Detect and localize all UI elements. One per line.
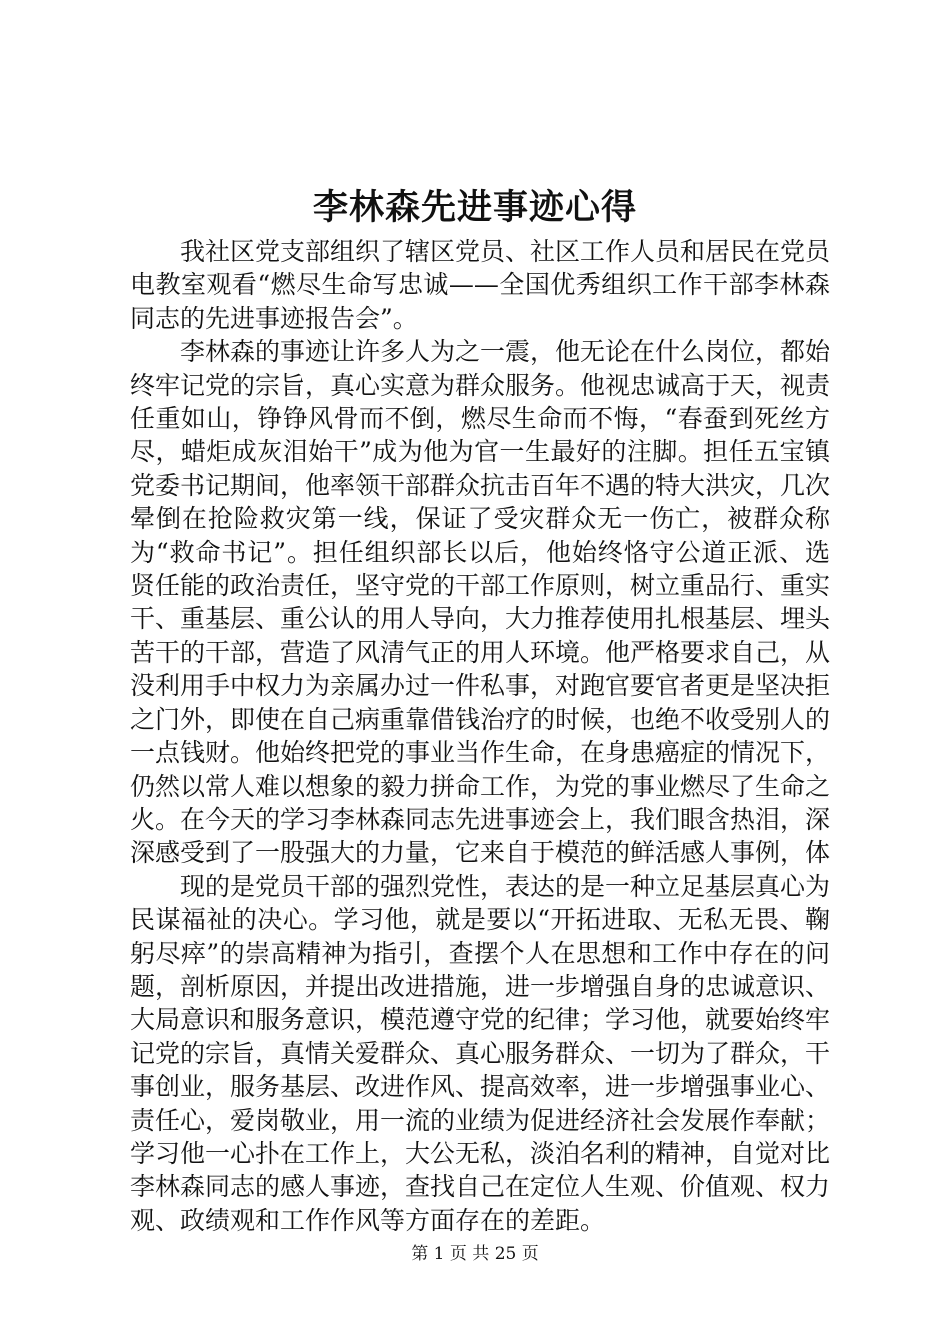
body-paragraph-3: 现的是党员干部的强烈党性，表达的是一种立足基层真心为民谋福祉的决心。学习他，就是要以“开拓进取、无私无畏、鞠躬尽瘁”的崇高精神为指引，查摆个人在思想和工作中存在的问题，剖析原因，并提出改进措施，进一步增强自身的忠诚意识、大局意识和服务意识，模范遵守党的纪律；学习他，就要始终牢记党的宗旨，真情关爱群众、真心服务群众、一切为了群众，干事创业，服务基层、改进作风、提高效率，进一步增强事业心、责任心，爱岗敬业，用一流的业绩为促进经济社会发展作奉献；学习他一心扑在工作上，大公无私，淡泊名利的精神，自觉对比李林森同志的感人事迹，查找自己在定位人生观、价值观、权力观、政绩观和工作作风等方面存在的差距。: [130, 871, 831, 1235]
page-number-footer: 第 1 页 共 25 页: [411, 1244, 539, 1264]
document-body: [130, 235, 830, 1237]
body-paragraph-1: 我社区党支部组织了辖区党员、社区工作人员和居民在党员电教室观看“燃尽生命写忠诚——全国优秀组织工作干部李林森同志的先进事迹报告会”。: [130, 237, 831, 333]
document-title: 李林森先进事迹心得: [312, 187, 637, 228]
body-paragraph-2: 李林森的事迹让许多人为之一震，他无论在什么岗位，都始终牢记党的宗旨，真心实意为群众服务。他视忠诚高于天，视责任重如山，铮铮风骨而不倒，燃尽生命而不悔，“春蚕到死丝方尽，蜡炬成灰泪始干”成为他为官一生最好的注脚。担任五宝镇党委书记期间，他率领干部群众抗击百年不遇的特大洪灾，几次晕倒在抢险救灾第一线，保证了受灾群众无一伤亡，被群众称为“救命书记”。担任组织部长以后，他始终恪守公道正派、选贤任能的政治责任，坚守党的干部工作原则，树立重品行、重实干、重基层、重公认的用人导向，大力推荐使用扎根基层、埋头苦干的干部，营造了风清气正的用人环境。他严格要求自己，从没利用手中权力为亲属办过一件私事，对跑官要官者更是坚决拒之门外，即使在自己病重靠借钱治疗的时候，也绝不收受别人的一点钱财。他始终把党的事业当作生命，在身患癌症的情况下，仍然以常人难以想象的毅力拼命工作，为党的事业燃尽了生命之火。在今天的学习李林森同志先进事迹会上，我们眼含热泪，深深感受到了一股强大的力量，它来自于模范的鲜活感人事例，体: [130, 337, 831, 868]
